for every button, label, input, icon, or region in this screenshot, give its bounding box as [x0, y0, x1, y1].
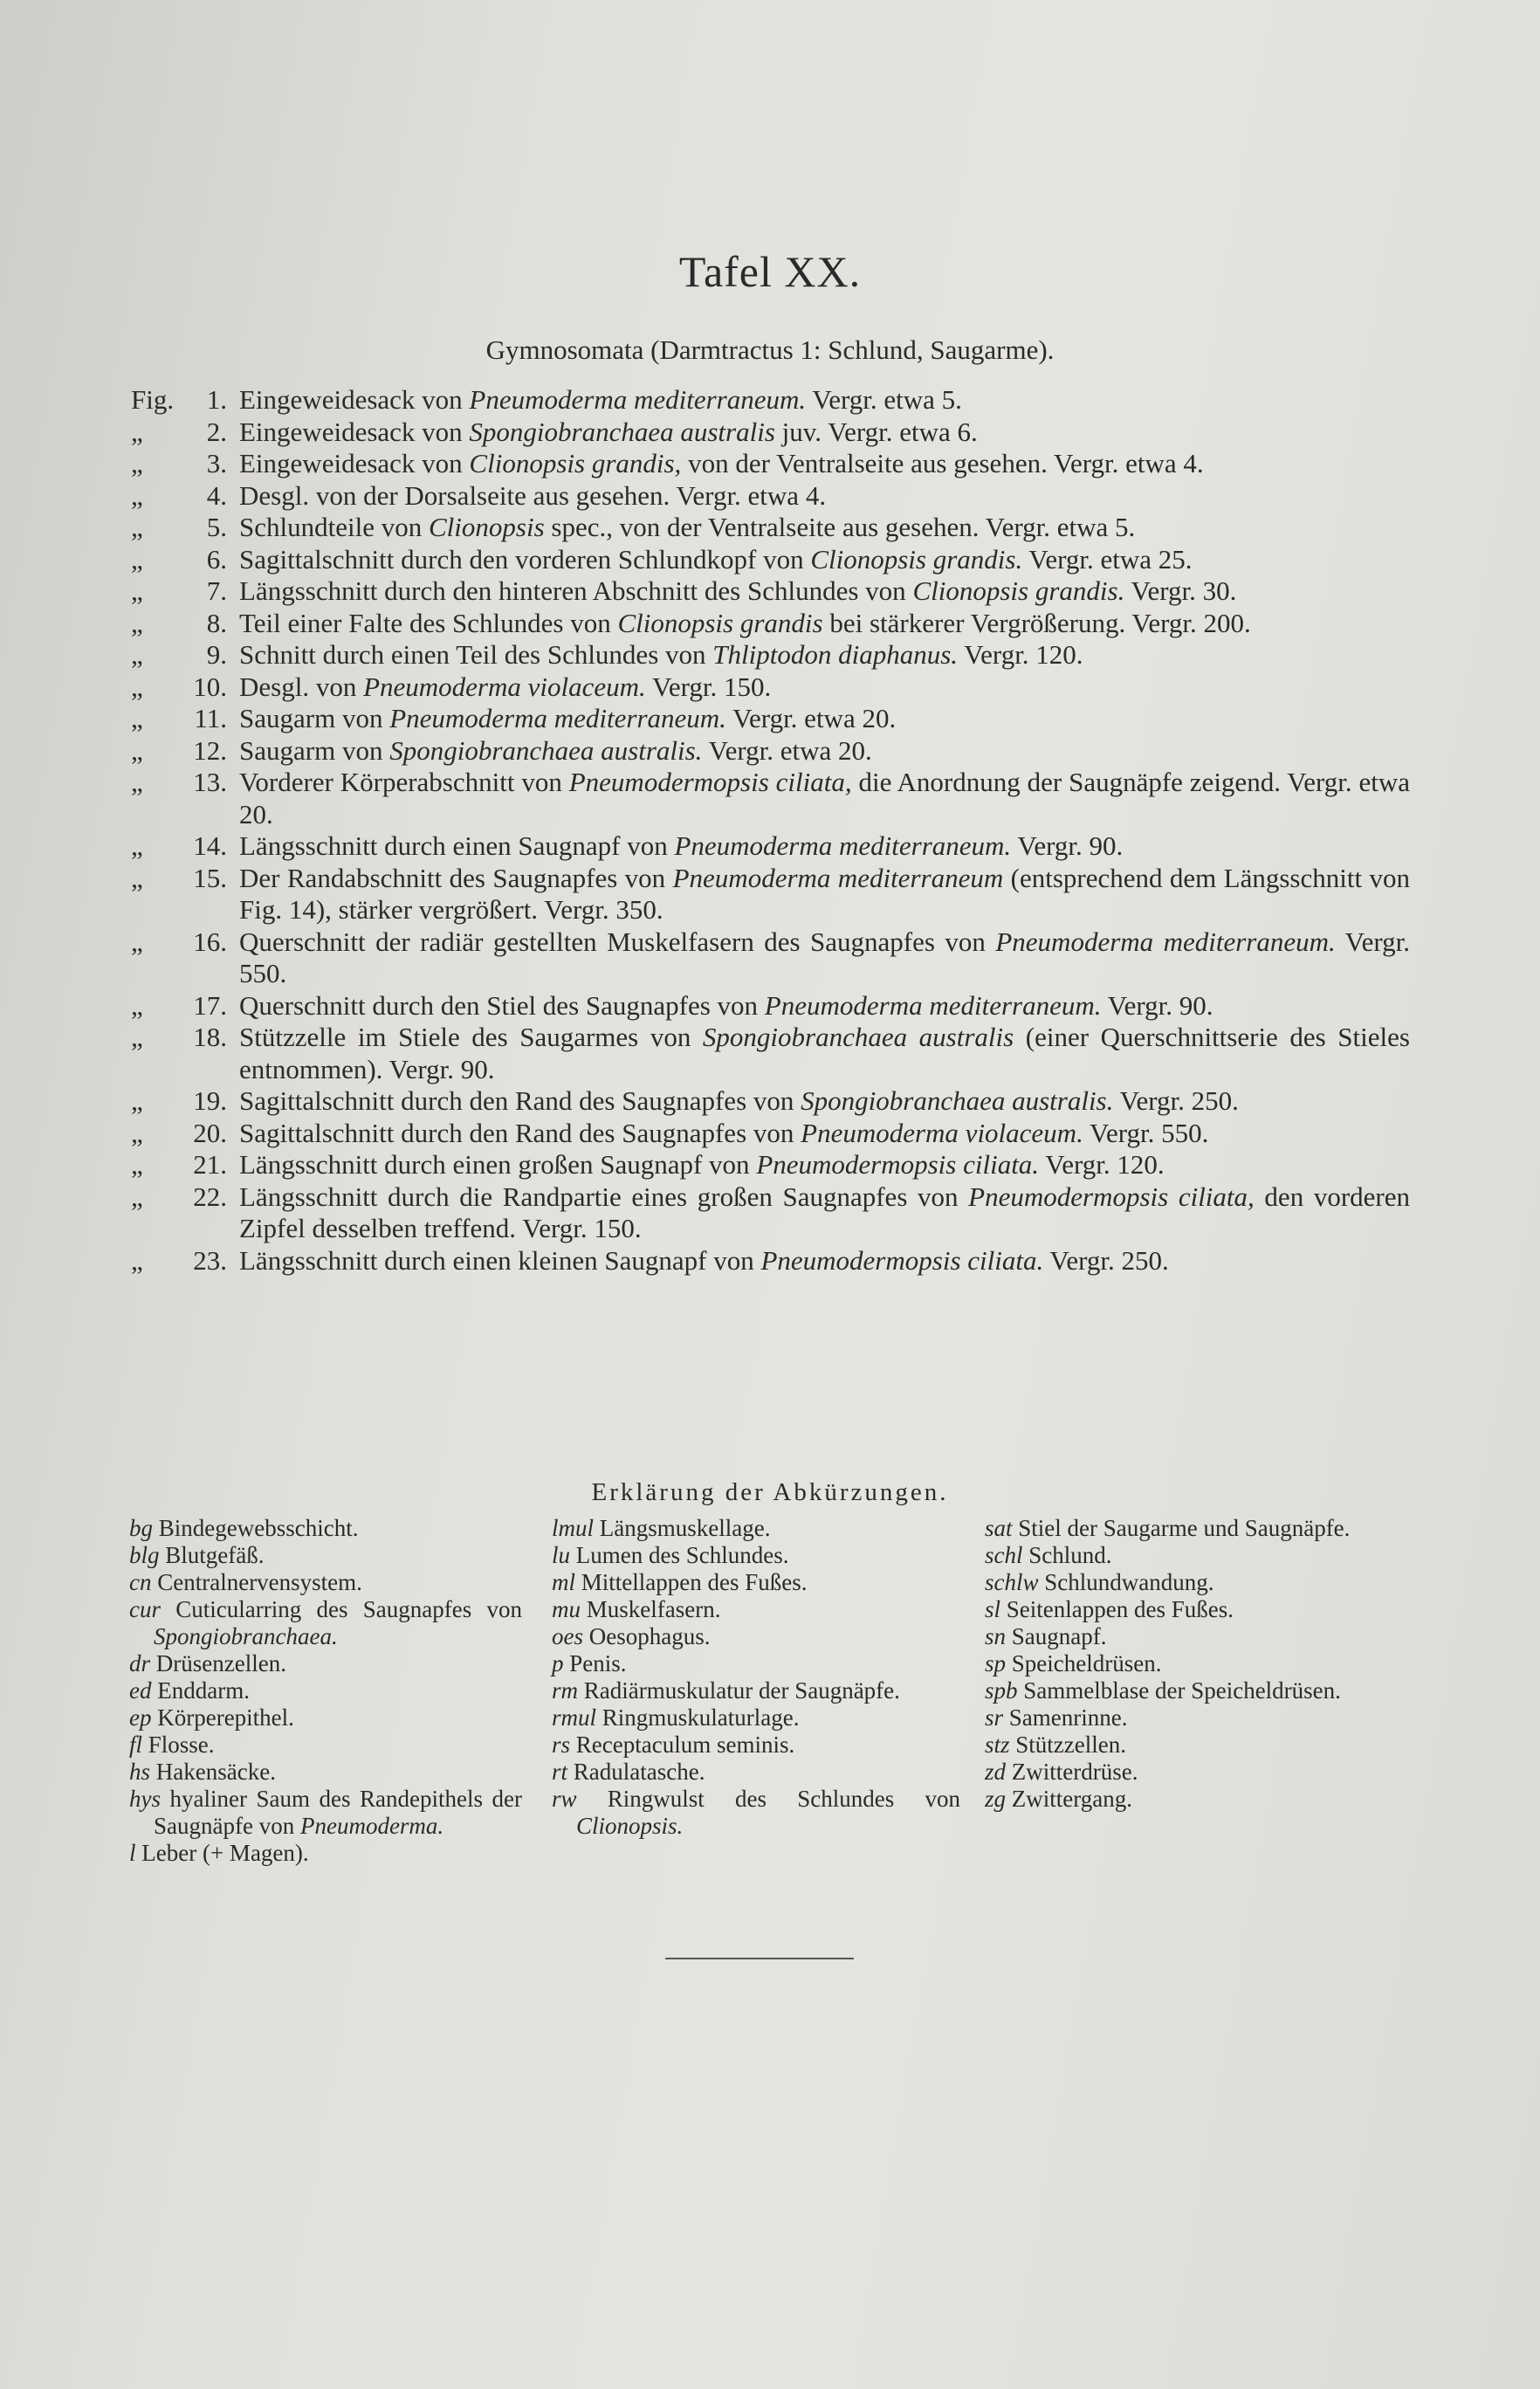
figure-species-name: Clionopsis grandis,	[469, 448, 682, 478]
figure-species-name: Spongiobranchaea australis.	[801, 1085, 1114, 1116]
figure-number: 2.	[206, 416, 227, 447]
abbreviation-meaning: Sammelblase der Speicheldrüsen.	[1017, 1677, 1341, 1704]
figure-text-plain: Saugarm von	[239, 703, 390, 733]
abbreviation-meaning: Hakensäcke.	[150, 1759, 276, 1785]
figure-text-tail: die Anordnung der Saugnäpfe zeigend. Vergr. etwa 20.	[239, 767, 1410, 830]
figure-prefix: „	[131, 1149, 143, 1180]
figure-text	[239, 417, 1410, 449]
figure-species-name: Clionopsis	[428, 512, 545, 542]
abbreviation-entry	[129, 1759, 522, 1786]
abbreviation-meaning: Mittellappen des Fußes.	[575, 1569, 808, 1595]
abbreviation-meaning: Saugnapf.	[1006, 1623, 1107, 1649]
abbreviation-key: ml	[552, 1569, 575, 1595]
figure-caption	[131, 384, 1410, 417]
figure-number: 12.	[193, 734, 227, 766]
figure-prefix: Fig.	[131, 384, 175, 415]
figure-number: 4.	[206, 479, 227, 511]
figure-number: 8.	[206, 607, 227, 638]
figure-caption	[131, 1245, 1410, 1277]
figure-text-tail: Vergr. etwa 20.	[702, 734, 872, 766]
figure-prefix: „	[131, 734, 143, 766]
figure-number: 1.	[206, 384, 227, 415]
abbreviation-entry	[985, 1596, 1408, 1623]
figure-text-plain: Eingeweidesack von	[239, 448, 470, 478]
figure-number: 18.	[193, 1022, 227, 1052]
abbreviation-meaning-italic: Pneumoderma.	[299, 1813, 444, 1839]
abbreviation-key: schlw	[985, 1569, 1039, 1595]
figure-prefix: „	[131, 1117, 143, 1148]
figure-number: 19.	[193, 1085, 227, 1116]
figure-text-tail: bei stärkerer Vergrößerung. Vergr. 200.	[822, 607, 1251, 638]
figure-text-plain: Vorderer Körperabschnitt von	[239, 767, 569, 797]
figure-text	[239, 480, 1410, 513]
abbreviation-entry	[129, 1569, 522, 1596]
figure-species-name: Pneumoderma mediterraneum.	[469, 384, 807, 415]
figure-prefix: „	[131, 703, 143, 733]
abbreviation-entry	[552, 1515, 960, 1542]
figure-text-tail: Vergr. 550.	[239, 926, 1410, 988]
figure-text-plain: Schlundteile von	[239, 512, 429, 542]
figure-text	[239, 1149, 1410, 1181]
figure-caption	[131, 703, 1410, 735]
figure-text	[239, 1245, 1410, 1277]
figure-text-plain: Längsschnitt durch einen Saugnapf von	[239, 830, 675, 861]
abbreviation-key: rs	[552, 1732, 571, 1758]
abbreviation-meaning: Lumen des Schlundes.	[570, 1542, 789, 1568]
figure-prefix: „	[131, 448, 143, 478]
divider-rule	[665, 1958, 854, 1959]
abbreviation-meaning: Ringwulst des Schlundes von	[576, 1786, 960, 1812]
abbreviation-meaning: Oesophagus.	[583, 1623, 711, 1649]
figure-species-name: Pneumoderma violaceum.	[363, 671, 646, 702]
abbreviation-entry	[552, 1786, 960, 1840]
figure-prefix: „	[131, 607, 143, 638]
abbreviation-meaning: Ringmuskulaturlage.	[596, 1704, 800, 1731]
figure-caption	[131, 863, 1410, 926]
abbreviations-column-3	[985, 1515, 1408, 1813]
figure-caption	[131, 639, 1410, 671]
figure-species-name: Clionopsis grandis.	[810, 543, 1023, 575]
abbreviation-key: ep	[129, 1704, 152, 1731]
figure-caption	[131, 1118, 1410, 1150]
abbreviation-key: sp	[985, 1650, 1007, 1676]
figure-number: 10.	[193, 671, 227, 702]
figure-species-name: Clionopsis grandis	[617, 607, 823, 638]
abbreviation-key: lmul	[552, 1515, 595, 1541]
abbreviation-entry	[129, 1732, 522, 1759]
abbreviation-entry	[552, 1623, 960, 1650]
abbreviation-meaning: Muskelfasern.	[581, 1596, 721, 1622]
abbreviation-meaning: Blutgefäß.	[159, 1542, 265, 1568]
figure-species-name: Pneumodermopsis ciliata.	[756, 1149, 1040, 1180]
figure-text	[239, 1118, 1410, 1150]
figure-prefix: „	[131, 512, 143, 542]
figure-species-name: Thliptodon diaphanus.	[712, 639, 959, 670]
figure-text	[239, 767, 1410, 830]
figure-text-plain: Eingeweidesack von	[239, 384, 470, 415]
figure-text-plain: Stützzelle im Stiele des Saugarmes von	[239, 1022, 703, 1052]
figure-caption	[131, 1022, 1410, 1085]
abbreviation-entry	[129, 1515, 522, 1542]
figure-species-name: Clionopsis grandis.	[912, 575, 1125, 606]
abbreviation-entry	[552, 1704, 960, 1732]
figure-text-tail: Vergr. 30.	[1124, 575, 1237, 606]
page-subtitle: Gymnosomata (Darmtractus 1: Schlund, Saugarme).	[485, 334, 1055, 365]
figure-species-name: Spongiobranchaea australis	[469, 416, 775, 447]
figure-text	[239, 1022, 1410, 1085]
abbreviation-meaning: Enddarm.	[151, 1677, 250, 1704]
figure-text-plain: Saugarm von	[239, 734, 390, 766]
figure-text-tail: Vergr. 90.	[1101, 989, 1213, 1021]
figure-text	[239, 926, 1410, 990]
figure-text-plain: Sagittalschnitt durch den vorderen Schlundkopf von	[239, 543, 811, 575]
abbreviation-meaning: Receptaculum seminis.	[570, 1732, 795, 1758]
figure-species-name: Spongiobranchaea australis	[702, 1022, 1014, 1052]
figure-number: 22.	[193, 1181, 227, 1212]
figure-prefix: „	[131, 1244, 143, 1276]
figure-prefix: „	[131, 862, 143, 893]
abbreviation-key: rm	[552, 1677, 579, 1704]
figure-text-plain: Querschnitt durch den Stiel des Saugnapfes von	[239, 989, 765, 1021]
figure-prefix: „	[131, 416, 143, 447]
abbreviation-meaning: Radulatasche.	[567, 1759, 705, 1785]
abbreviation-entry	[985, 1677, 1408, 1704]
abbreviation-key: rt	[552, 1759, 568, 1785]
figure-prefix: „	[131, 671, 143, 702]
abbreviation-meaning: Cuticularring des Saugnapfes von	[161, 1596, 522, 1622]
abbreviation-meaning: Zwitterdrüse.	[1006, 1759, 1138, 1785]
abbreviation-entry	[985, 1732, 1408, 1759]
figure-number: 20.	[193, 1117, 227, 1148]
abbreviation-meaning: Speicheldrüsen.	[1006, 1650, 1162, 1676]
figure-prefix: „	[131, 1022, 143, 1052]
figure-text-tail: Vergr. 550.	[1083, 1117, 1209, 1148]
abbreviation-meaning: Leber (+ Magen).	[135, 1840, 309, 1866]
figure-species-name: Pneumodermopsis ciliata,	[568, 767, 852, 797]
figure-text-plain: Sagittalschnitt durch den Rand des Saugnapfes von	[239, 1117, 801, 1148]
abbreviation-entry	[552, 1732, 960, 1759]
abbreviation-entry	[552, 1759, 960, 1786]
abbreviation-entry	[985, 1650, 1408, 1677]
figure-text-plain: Längsschnitt durch einen großen Saugnapf von	[239, 1149, 757, 1180]
abbreviation-key: zd	[985, 1759, 1007, 1785]
figure-text-plain: Längsschnitt durch einen kleinen Saugnapf von	[239, 1244, 761, 1276]
abbreviation-meaning: Samenrinne.	[1003, 1704, 1128, 1731]
abbreviations-column-2	[552, 1515, 960, 1840]
abbreviation-entry	[129, 1542, 522, 1569]
abbreviation-key: blg	[129, 1542, 160, 1568]
abbreviation-key: stz	[985, 1732, 1010, 1758]
abbreviation-meaning-italic: Spongiobranchaea.	[154, 1623, 338, 1649]
figure-number: 5.	[206, 512, 227, 542]
figure-text	[239, 544, 1410, 576]
figure-caption	[131, 926, 1410, 990]
figure-caption	[131, 544, 1410, 576]
abbreviation-key: bg	[129, 1515, 153, 1541]
abbreviation-key: rw	[552, 1786, 577, 1812]
figure-text	[239, 863, 1410, 926]
figure-caption	[131, 1181, 1410, 1245]
figure-prefix: „	[131, 639, 143, 670]
figure-text	[239, 512, 1410, 544]
figure-species-name: Spongiobranchaea australis.	[389, 734, 703, 766]
abbreviation-entry	[552, 1569, 960, 1596]
figure-text-plain: Längsschnitt durch die Randpartie eines großen Saugnapfes von	[239, 1181, 969, 1212]
figure-prefix: „	[131, 926, 143, 957]
figure-number: 11.	[194, 703, 227, 733]
abbreviation-meaning: Penis.	[563, 1650, 627, 1676]
figure-text-plain: Teil einer Falte des Schlundes von	[239, 607, 618, 638]
figure-caption	[131, 830, 1410, 863]
abbreviation-meaning: hyaliner Saum des Randepithels der Saugnäpfe von	[154, 1786, 522, 1839]
figure-caption	[131, 1149, 1410, 1181]
abbreviation-key: cn	[129, 1569, 152, 1595]
figure-text	[239, 384, 1410, 417]
figure-caption	[131, 767, 1410, 830]
figure-text	[239, 639, 1410, 671]
abbreviation-entry	[985, 1786, 1408, 1813]
abbreviation-key: rmul	[552, 1704, 597, 1731]
abbreviation-entry	[552, 1542, 960, 1569]
abbreviation-entry	[129, 1677, 522, 1704]
figure-number: 14.	[193, 830, 227, 861]
abbreviation-key: hys	[129, 1786, 161, 1812]
abbreviation-key: zg	[985, 1786, 1007, 1812]
abbreviation-meaning-italic: Clionopsis.	[576, 1813, 684, 1839]
figure-text	[239, 608, 1410, 640]
abbreviation-key: mu	[552, 1596, 581, 1622]
abbreviation-entry	[985, 1759, 1408, 1786]
abbreviation-meaning: Körperepithel.	[151, 1704, 294, 1731]
figure-species-name: Pneumoderma mediterraneum.	[389, 703, 726, 733]
figure-number: 16.	[193, 926, 227, 957]
figure-text-tail: Vergr. 120.	[1039, 1149, 1165, 1180]
figure-caption	[131, 608, 1410, 640]
figure-number: 17.	[193, 989, 227, 1021]
figure-caption	[131, 417, 1410, 449]
figure-species-name: Pneumoderma mediterraneum.	[764, 989, 1102, 1021]
abbreviation-key: schl	[985, 1542, 1023, 1568]
figure-text-tail: Vergr. etwa 25.	[1022, 543, 1193, 575]
figure-text-plain: Der Randabschnitt des Saugnapfes von	[239, 862, 673, 893]
figure-text-plain: Querschnitt der radiär gestellten Muskelfasern des Saugnapfes von	[239, 926, 996, 957]
figure-prefix: „	[131, 1085, 143, 1116]
figure-prefix: „	[131, 543, 143, 575]
figure-number: 9.	[206, 639, 227, 670]
figure-text-tail: Vergr. 120.	[958, 639, 1083, 670]
figure-text-plain: Eingeweidesack von	[239, 416, 470, 447]
abbreviations-heading: Erklärung der Abkürzungen.	[591, 1478, 949, 1506]
figure-caption	[131, 575, 1410, 608]
abbreviation-key: fl	[129, 1732, 143, 1758]
figure-text-plain: Sagittalschnitt durch den Rand des Saugnapfes von	[239, 1085, 801, 1116]
figure-prefix: „	[131, 989, 143, 1021]
figure-text	[239, 735, 1410, 768]
figure-text	[239, 990, 1410, 1022]
abbreviation-entry	[985, 1515, 1408, 1542]
abbreviation-meaning: Seitenlappen des Fußes.	[1000, 1596, 1234, 1622]
abbreviation-key: cur	[129, 1596, 161, 1622]
figure-number: 13.	[193, 767, 227, 797]
abbreviation-key: oes	[552, 1623, 583, 1649]
figure-number: 15.	[193, 862, 227, 893]
figure-caption	[131, 448, 1410, 480]
figure-species-name: Pneumoderma violaceum.	[801, 1117, 1083, 1148]
figure-number: 23.	[193, 1244, 227, 1276]
abbreviation-key: dr	[129, 1650, 151, 1676]
abbreviation-meaning: Längsmuskellage.	[594, 1515, 771, 1541]
figure-number: 7.	[206, 575, 227, 606]
figure-text-plain: Desgl. von	[239, 671, 364, 702]
abbreviation-meaning: Zwittergang.	[1006, 1786, 1132, 1812]
figure-text-tail: den vorderen Zipfel desselben treffend. Vergr. 150.	[239, 1181, 1410, 1243]
abbreviation-key: sl	[985, 1596, 1001, 1622]
figure-text-tail: Vergr. etwa 5.	[806, 384, 962, 415]
abbreviation-entry	[129, 1786, 522, 1840]
figure-text-tail: spec., von der Ventralseite aus gesehen. Vergr. etwa 5.	[544, 512, 1136, 542]
figure-text-tail: Vergr. 90.	[1011, 830, 1124, 861]
abbreviation-entry	[129, 1840, 522, 1867]
abbreviation-key: spb	[985, 1677, 1018, 1704]
abbreviation-meaning: Radiärmuskulatur der Saugnäpfe.	[578, 1677, 900, 1704]
figure-number: 6.	[206, 543, 227, 575]
figure-text-tail: Vergr. 250.	[1113, 1085, 1239, 1116]
figure-text	[239, 671, 1410, 704]
figure-prefix: „	[131, 767, 143, 797]
abbreviations-column-1	[129, 1515, 522, 1867]
abbreviation-entry	[129, 1704, 522, 1732]
figure-caption	[131, 1085, 1410, 1118]
figure-text	[239, 1181, 1410, 1245]
abbreviation-entry	[129, 1596, 522, 1650]
figure-text-tail: (einer Querschnittserie des Stieles entnommen). Vergr. 90.	[239, 1022, 1410, 1084]
abbreviation-entry	[552, 1596, 960, 1623]
figure-text-tail: (entsprechend dem Längsschnitt von Fig. 14), stärker vergrößert. Vergr. 350.	[239, 862, 1411, 925]
figure-prefix: „	[131, 479, 143, 511]
abbreviation-key: sr	[985, 1704, 1004, 1731]
abbreviation-entry	[129, 1650, 522, 1677]
abbreviation-key: ed	[129, 1677, 152, 1704]
figure-species-name: Pneumoderma mediterraneum.	[674, 830, 1012, 861]
abbreviation-entry	[552, 1677, 960, 1704]
figure-text	[239, 703, 1410, 735]
abbreviation-entry	[985, 1704, 1408, 1732]
figure-text	[239, 830, 1410, 863]
abbreviation-key: sn	[985, 1623, 1007, 1649]
figure-caption	[131, 512, 1410, 544]
abbreviation-entry	[985, 1542, 1408, 1569]
figure-prefix: „	[131, 1181, 143, 1212]
abbreviation-meaning: Centralnervensystem.	[151, 1569, 362, 1595]
abbreviation-meaning: Bindegewebsschicht.	[153, 1515, 359, 1541]
figure-text-plain: Längsschnitt durch den hinteren Abschnitt des Schlundes von	[239, 575, 913, 606]
figure-species-name: Pneumoderma mediterraneum.	[995, 926, 1336, 957]
figure-species-name: Pneumodermopsis ciliata.	[760, 1244, 1044, 1276]
figure-text	[239, 575, 1410, 608]
figure-text-tail: Vergr. 250.	[1043, 1244, 1169, 1276]
abbreviation-key: sat	[985, 1515, 1013, 1541]
abbreviation-meaning: Flosse.	[142, 1732, 215, 1758]
abbreviation-meaning: Stiel der Saugarme und Saugnäpfe.	[1012, 1515, 1351, 1541]
figure-caption	[131, 735, 1410, 768]
figure-prefix: „	[131, 830, 143, 861]
abbreviation-key: hs	[129, 1759, 151, 1785]
abbreviation-key: l	[129, 1840, 136, 1866]
figure-list	[131, 384, 1410, 1277]
figure-caption	[131, 671, 1410, 704]
figure-text-tail: von der Ventralseite aus gesehen. Vergr. etwa 4.	[681, 448, 1204, 478]
figure-species-name: Pneumodermopsis ciliata,	[968, 1181, 1255, 1212]
figure-text-plain: Desgl. von der Dorsalseite aus gesehen. Vergr. etwa 4.	[239, 479, 827, 511]
figure-text	[239, 448, 1410, 480]
abbreviation-entry	[985, 1569, 1408, 1596]
figure-number: 3.	[206, 448, 227, 478]
abbreviation-entry	[552, 1650, 960, 1677]
abbreviation-meaning: Drüsenzellen.	[150, 1650, 286, 1676]
abbreviation-key: lu	[552, 1542, 571, 1568]
page-title: Tafel XX.	[678, 247, 862, 296]
figure-text	[239, 1085, 1410, 1118]
figure-text-plain: Schnitt durch einen Teil des Schlundes von	[239, 639, 713, 670]
abbreviation-key: p	[552, 1650, 564, 1676]
figure-number: 21.	[193, 1149, 227, 1180]
figure-text-tail: Vergr. 150.	[645, 671, 772, 702]
abbreviation-meaning: Stützzellen.	[1009, 1732, 1126, 1758]
abbreviation-entry	[985, 1623, 1408, 1650]
abbreviation-meaning: Schlund.	[1022, 1542, 1112, 1568]
figure-caption	[131, 990, 1410, 1022]
abbreviation-meaning: Schlundwandung.	[1038, 1569, 1214, 1595]
figure-text-tail: juv. Vergr. etwa 6.	[774, 416, 978, 447]
figure-caption	[131, 480, 1410, 513]
figure-prefix: „	[131, 575, 143, 606]
figure-species-name: Pneumoderma mediterraneum	[672, 862, 1004, 893]
figure-text-tail: Vergr. etwa 20.	[725, 703, 897, 733]
